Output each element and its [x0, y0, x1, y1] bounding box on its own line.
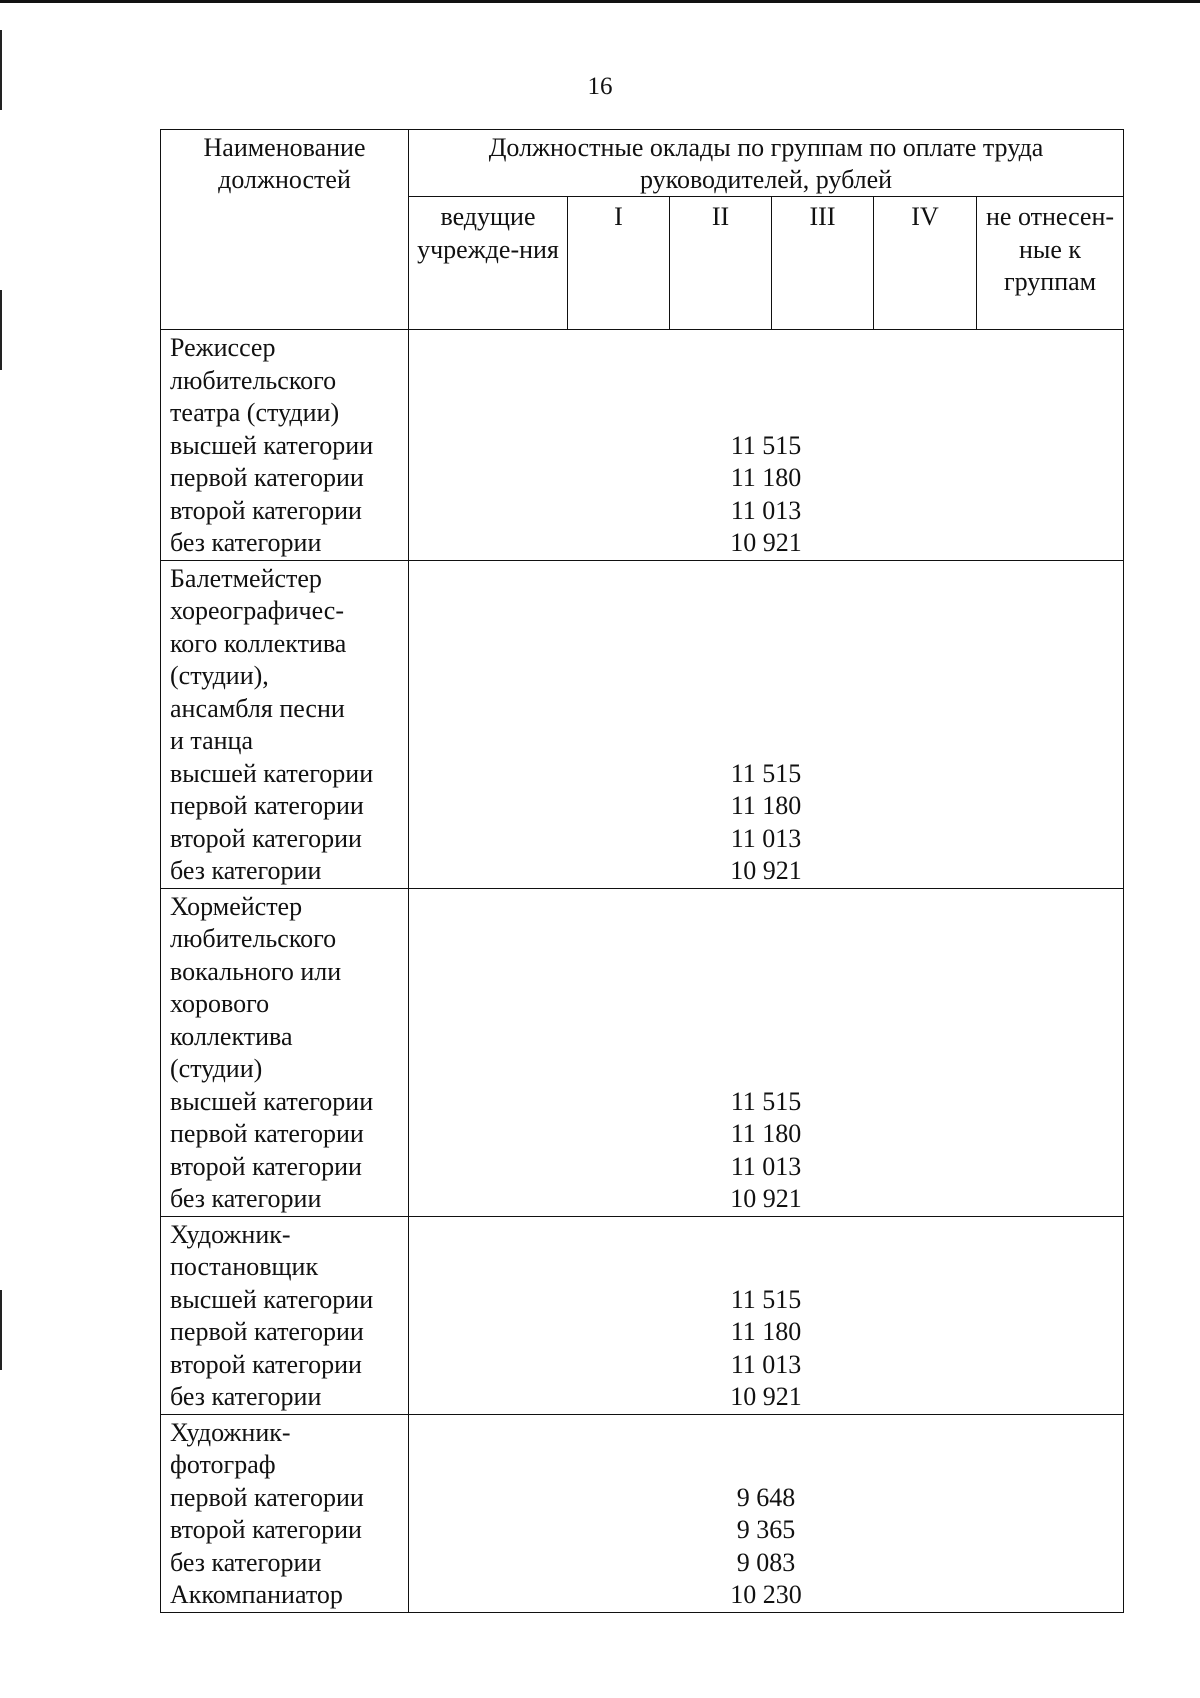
category-label: первой категории: [170, 791, 364, 820]
salary-value: 11 180: [730, 1317, 802, 1346]
category-label: второй категории: [170, 823, 362, 853]
position-title-line: хорового: [170, 989, 270, 1018]
scan-mark-left: [0, 290, 2, 370]
category-label: высшей категории: [170, 430, 374, 460]
salary-value: 9 648: [736, 1482, 796, 1512]
salary-blank-line: [409, 660, 1123, 693]
salary-blank-line: [409, 628, 1123, 661]
category-label: без категории: [170, 1547, 322, 1577]
category-label: без категории: [170, 856, 322, 885]
subheader-group-4: IV: [874, 197, 977, 330]
salary-value: 10 921: [730, 856, 802, 885]
salary-blank-line: [409, 693, 1123, 726]
position-title-line: Художник-: [170, 1219, 291, 1249]
table-body: [161, 130, 1124, 1613]
salary-blank-line: [409, 1219, 1123, 1252]
salary-cell: [409, 888, 1124, 1216]
header-position-name: Наименование должностей: [161, 130, 409, 330]
position-title-line: постановщик: [170, 1252, 319, 1281]
salary-value: 10 921: [730, 1184, 802, 1213]
position-title-line: (студии): [170, 1054, 263, 1083]
salary-value: 11 180: [730, 791, 802, 820]
salary-blank-line: [409, 563, 1123, 596]
salary-value: 9 083: [736, 1547, 796, 1577]
salary-cell: [409, 330, 1124, 561]
salary-value: 10 230: [730, 1580, 802, 1609]
page-number: 16: [587, 73, 613, 100]
table-header-row: [161, 130, 1124, 197]
table-row: [161, 1216, 1124, 1414]
salary-value: 11 180: [730, 463, 802, 492]
position-cell: [161, 888, 409, 1216]
position-title-line: коллектива: [170, 1021, 293, 1051]
position-title-line: вокального или: [170, 956, 342, 986]
salary-value: 11 515: [730, 758, 802, 788]
salary-blank-line: [409, 956, 1123, 989]
position-cell: [161, 330, 409, 561]
category-label: высшей категории: [170, 1086, 374, 1116]
category-label: без категории: [170, 528, 322, 557]
position-title-line: (студии),: [170, 661, 269, 690]
scan-mark-left: [0, 1290, 2, 1370]
position-title-line: Балетмейстер: [170, 563, 322, 593]
salary-blank-line: [409, 1053, 1123, 1086]
category-label: первой категории: [170, 1317, 364, 1346]
salary-blank-line: [409, 1449, 1123, 1482]
category-label: без категории: [170, 1184, 322, 1213]
category-label: первой категории: [170, 463, 364, 492]
position-title-line: Режиссер: [170, 333, 276, 362]
header-salary-groups: Должностные оклады по группам по оплате труда руководителей, рублей: [409, 130, 1124, 197]
salary-value: 10 921: [730, 1382, 802, 1411]
position-title-line: театра (студии): [170, 398, 340, 427]
salary-value: 11 180: [730, 1119, 802, 1148]
table-row: [161, 560, 1124, 888]
position-cell: [161, 560, 409, 888]
salary-blank-line: [409, 988, 1123, 1021]
position-cell: [161, 1216, 409, 1414]
salary-value: 11 515: [730, 1284, 802, 1314]
salary-blank-line: [409, 332, 1123, 365]
salary-blank-line: [409, 595, 1123, 628]
scan-edge-top: [0, 0, 1200, 3]
category-label: высшей категории: [170, 758, 374, 788]
position-title-line: Хормейстер: [170, 891, 303, 921]
salary-blank-line: [409, 1417, 1123, 1450]
category-label: второй категории: [170, 1349, 362, 1379]
salary-value: 11 013: [730, 823, 802, 853]
salary-value: 11 515: [730, 1086, 802, 1116]
subheader-group-2: II: [670, 197, 772, 330]
category-label: первой категории: [170, 1119, 364, 1148]
position-title-line: кого коллектива: [170, 628, 347, 658]
salary-cell: [409, 1414, 1124, 1612]
position-title-line: фотограф: [170, 1450, 276, 1479]
subheader-group-3: III: [772, 197, 874, 330]
position-title-line: и танца: [170, 726, 254, 755]
subheader-group-1: I: [568, 197, 670, 330]
position-title-line: хореографичес-: [170, 596, 344, 625]
position-title-line: Художник-: [170, 1417, 291, 1447]
table-row: [161, 1414, 1124, 1612]
salary-value: 10 921: [730, 528, 802, 557]
category-label: высшей категории: [170, 1284, 374, 1314]
salary-value: 9 365: [736, 1515, 796, 1544]
salary-table: [160, 129, 1124, 1613]
position-title-line: любительского: [170, 924, 337, 953]
subheader-not-assigned: не отнесен-ные к группам: [977, 197, 1124, 330]
category-label: Аккомпаниатор: [170, 1580, 343, 1609]
salary-value: 11 013: [730, 495, 802, 525]
salary-value: 11 013: [730, 1349, 802, 1379]
salary-blank-line: [409, 923, 1123, 956]
salary-cell: [409, 1216, 1124, 1414]
salary-blank-line: [409, 1251, 1123, 1284]
category-label: без категории: [170, 1382, 322, 1411]
category-label: второй категории: [170, 495, 362, 525]
category-label: первой категории: [170, 1482, 364, 1512]
table-row: [161, 330, 1124, 561]
position-title-line: любительского: [170, 365, 337, 395]
salary-cell: [409, 560, 1124, 888]
position-title-line: ансамбля песни: [170, 693, 345, 723]
position-cell: [161, 1414, 409, 1612]
subheader-leading-institutions: ведущие учрежде-ния: [409, 197, 568, 330]
salary-value: 11 515: [730, 430, 802, 460]
salary-blank-line: [409, 891, 1123, 924]
salary-blank-line: [409, 397, 1123, 430]
category-label: второй категории: [170, 1515, 362, 1544]
table-row: [161, 888, 1124, 1216]
salary-blank-line: [409, 1021, 1123, 1054]
salary-blank-line: [409, 725, 1123, 758]
salary-blank-line: [409, 365, 1123, 398]
salary-value: 11 013: [730, 1151, 802, 1181]
category-label: второй категории: [170, 1151, 362, 1181]
